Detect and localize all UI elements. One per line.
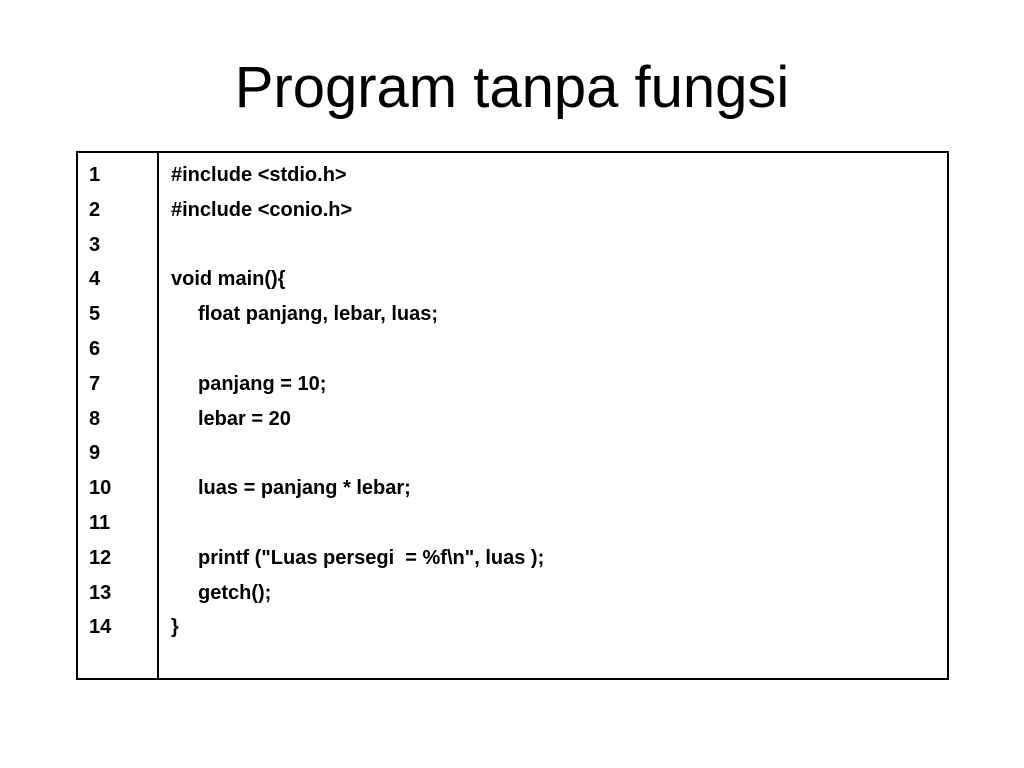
line-number: 9 xyxy=(89,442,101,465)
code-line-printf: printf ("Luas persegi = %f\n", luas ); xyxy=(198,546,545,569)
line-number: 12 xyxy=(89,546,112,569)
code-line-assign-panjang: panjang = 10; xyxy=(198,372,327,395)
code-line-main-declaration: void main(){ xyxy=(171,268,286,291)
line-number: 8 xyxy=(89,407,101,430)
code-line-getch: getch(); xyxy=(198,581,272,604)
code-line-include-stdio: #include <stdio.h> xyxy=(171,164,347,186)
code-line-compute-luas: luas = panjang * lebar; xyxy=(198,477,411,500)
code-line-blank xyxy=(171,228,947,263)
line-number: 6 xyxy=(89,337,101,360)
line-number: 7 xyxy=(89,372,101,395)
line-number: 10 xyxy=(89,477,112,500)
line-number: 14 xyxy=(89,616,112,639)
code-line-variable-declaration: float panjang, lebar, luas; xyxy=(198,303,439,326)
code-line-blank xyxy=(171,506,947,541)
code-line-blank xyxy=(171,436,947,471)
code-table xyxy=(76,151,949,680)
line-number: 2 xyxy=(89,198,101,221)
code-line-blank xyxy=(171,332,947,367)
line-number: 11 xyxy=(89,511,111,534)
line-number: 5 xyxy=(89,303,101,326)
line-number: 13 xyxy=(89,581,112,604)
line-number: 3 xyxy=(89,233,101,256)
code-line-assign-lebar: lebar = 20 xyxy=(198,407,291,430)
code-line-include-conio: #include <conio.h> xyxy=(171,198,353,221)
line-number-column xyxy=(78,153,159,678)
line-number: 4 xyxy=(89,268,101,291)
code-line-closing-brace: } xyxy=(171,616,179,639)
line-number: 1 xyxy=(89,164,101,186)
code-column xyxy=(159,153,947,678)
slide-title: Program tanpa fungsi xyxy=(234,55,790,120)
